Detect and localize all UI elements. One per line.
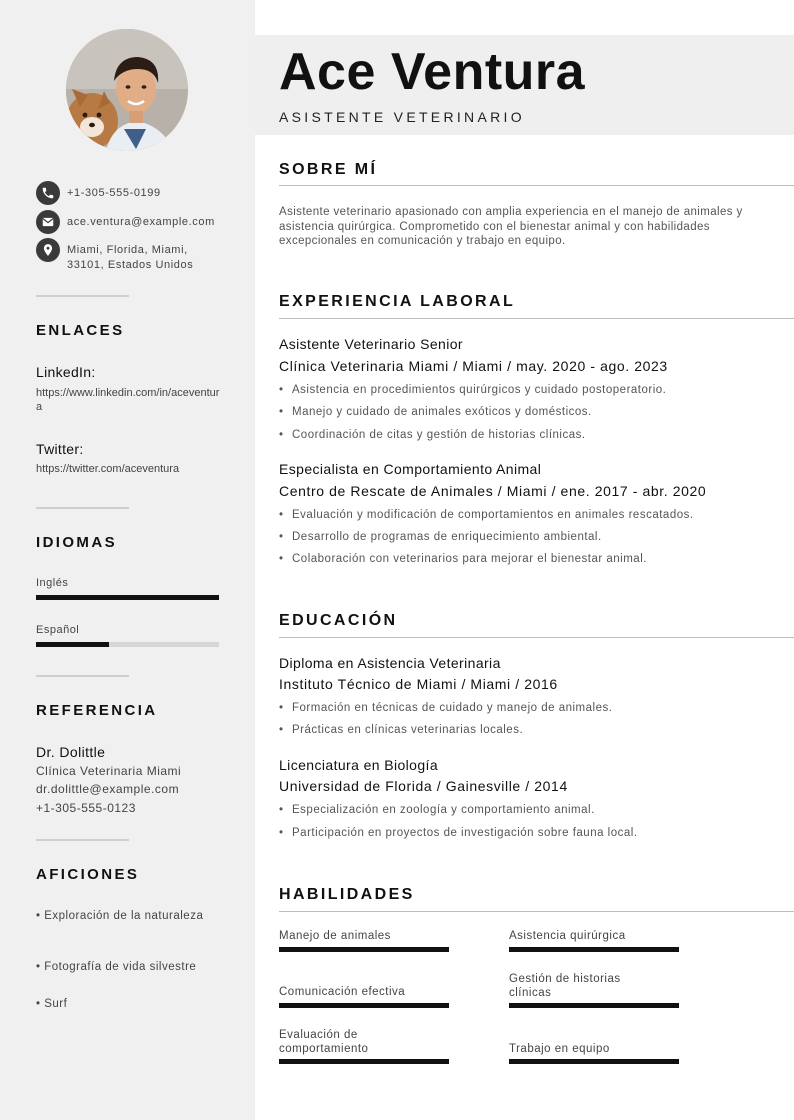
sidebar [0,0,255,1120]
job-role: Especialista en Comportamiento Animal [279,461,542,477]
job-bullet: • Manejo y cuidado de animales exóticos y domésticos. [279,406,592,418]
section-rule [279,185,794,186]
education-subtitle: Universidad de Florida / Gainesville / 2014 [279,778,568,794]
language-name: Español [36,624,80,636]
contact-address [36,238,236,273]
sidebar-divider [36,507,129,509]
profile-photo [66,29,188,151]
address-line-1: Miami, Florida, Miami, [67,244,188,256]
contact-address-text [67,238,193,273]
hobbies-title: AFICIONES [36,866,140,883]
job-role: Asistente Veterinario Senior [279,336,463,352]
reference-name: Dr. Dolittle [36,744,106,760]
language-name: Inglés [36,577,69,589]
section-rule [279,637,794,638]
job-title: ASISTENTE VETERINARIO [279,109,525,125]
sidebar-divider [36,839,129,841]
job-bullet: • Evaluación y modificación de comportamientos en animales rescatados. [279,509,694,521]
skill-name: Gestión de historias clínicas [509,973,621,999]
education-degree: Diploma en Asistencia Veterinaria [279,655,501,671]
skill-level-bar [509,947,679,952]
skill-name: Asistencia quirúrgica [509,930,626,942]
skill-level-fill [509,1003,679,1008]
job-bullet: • Coordinación de citas y gestión de historias clínicas. [279,429,586,441]
section-rule [279,318,794,319]
hobby-item: • Fotografía de vida silvestre [36,961,197,973]
contact-email[interactable] [36,210,236,234]
address-line-2: 33101, Estados Unidos [67,259,194,271]
skill-level-fill [279,947,449,952]
job-subtitle: Centro de Rescate de Animales / Miami / ene. 2017 - abr. 2020 [279,483,707,499]
education-degree: Licenciatura en Biología [279,757,439,773]
education-subtitle: Instituto Técnico de Miami / Miami / 2016 [279,676,558,692]
education-bullet: • Especialización en zoología y comportamiento animal. [279,804,595,816]
skill-level-fill [279,1003,449,1008]
job-bullet: • Colaboración con veterinarios para mejorar el bienestar animal. [279,553,647,565]
job-bullet: • Asistencia en procedimientos quirúrgicos y cuidado postoperatorio. [279,384,666,396]
job-bullet: • Desarrollo de programas de enriquecimiento ambiental. [279,531,602,543]
location-pin-icon [36,238,60,262]
education-title: EDUCACIÓN [279,612,398,629]
hobby-item: • Surf [36,998,68,1010]
education-bullet: • Participación en proyectos de investigación sobre fauna local. [279,827,638,839]
reference-org: Clínica Veterinaria Miami [36,764,182,778]
skill-name: Manejo de animales [279,930,391,942]
twitter-label: Twitter: [36,441,84,457]
skills-title: HABILIDADES [279,886,415,903]
skill-level-bar [279,1059,449,1064]
skill-level-bar [509,1003,679,1008]
skill-level-bar [509,1059,679,1064]
language-level-bar [36,595,219,600]
job-subtitle: Clínica Veterinaria Miami / Miami / may. 2020 - ago. 2023 [279,358,668,374]
language-level-bar [36,642,219,647]
reference-email[interactable]: dr.dolittle@example.com [36,782,180,796]
phone-icon [36,181,60,205]
languages-title: IDIOMAS [36,534,117,551]
contact-phone[interactable] [36,181,236,205]
reference-phone[interactable]: +1-305-555-0123 [36,801,136,815]
sidebar-divider [36,675,129,677]
about-title: SOBRE MÍ [279,161,378,178]
about-text: Asistente veterinario apasionado con amplia experiencia en el manejo de animales y asistencia quirúrgica. Comprometido con el bienestar animal y con habilidades excepcionales en comunicación y trabajo en equipo. [279,206,743,247]
reference-title: REFERENCIA [36,702,158,719]
skill-name: Trabajo en equipo [509,1043,610,1055]
section-rule [279,911,794,912]
mail-icon [36,210,60,234]
education-bullet: • Prácticas en clínicas veterinarias locales. [279,724,523,736]
skill-level-fill [509,1059,679,1064]
skill-name: Comunicación efectiva [279,986,406,998]
twitter-url[interactable]: https://twitter.com/aceventura [36,463,180,475]
linkedin-url[interactable]: https://www.linkedin.com/in/aceventura [36,387,220,413]
skill-level-fill [509,947,679,952]
education-bullet: • Formación en técnicas de cuidado y manejo de animales. [279,702,612,714]
skill-name: Evaluación de comportamiento [279,1029,369,1055]
experience-title: EXPERIENCIA LABORAL [279,293,516,310]
links-title: ENLACES [36,322,125,339]
sidebar-divider [36,295,129,297]
contact-email-text: ace.ventura@example.com [67,216,215,228]
contact-phone-text: +1-305-555-0199 [67,187,161,199]
skill-level-bar [279,947,449,952]
linkedin-label: LinkedIn: [36,364,96,380]
skill-level-fill [279,1059,449,1064]
person-name: Ace Ventura [279,43,586,101]
hobby-item: • Exploración de la naturaleza [36,910,204,922]
language-level-fill [36,595,219,600]
skill-level-bar [279,1003,449,1008]
language-level-fill [36,642,109,647]
